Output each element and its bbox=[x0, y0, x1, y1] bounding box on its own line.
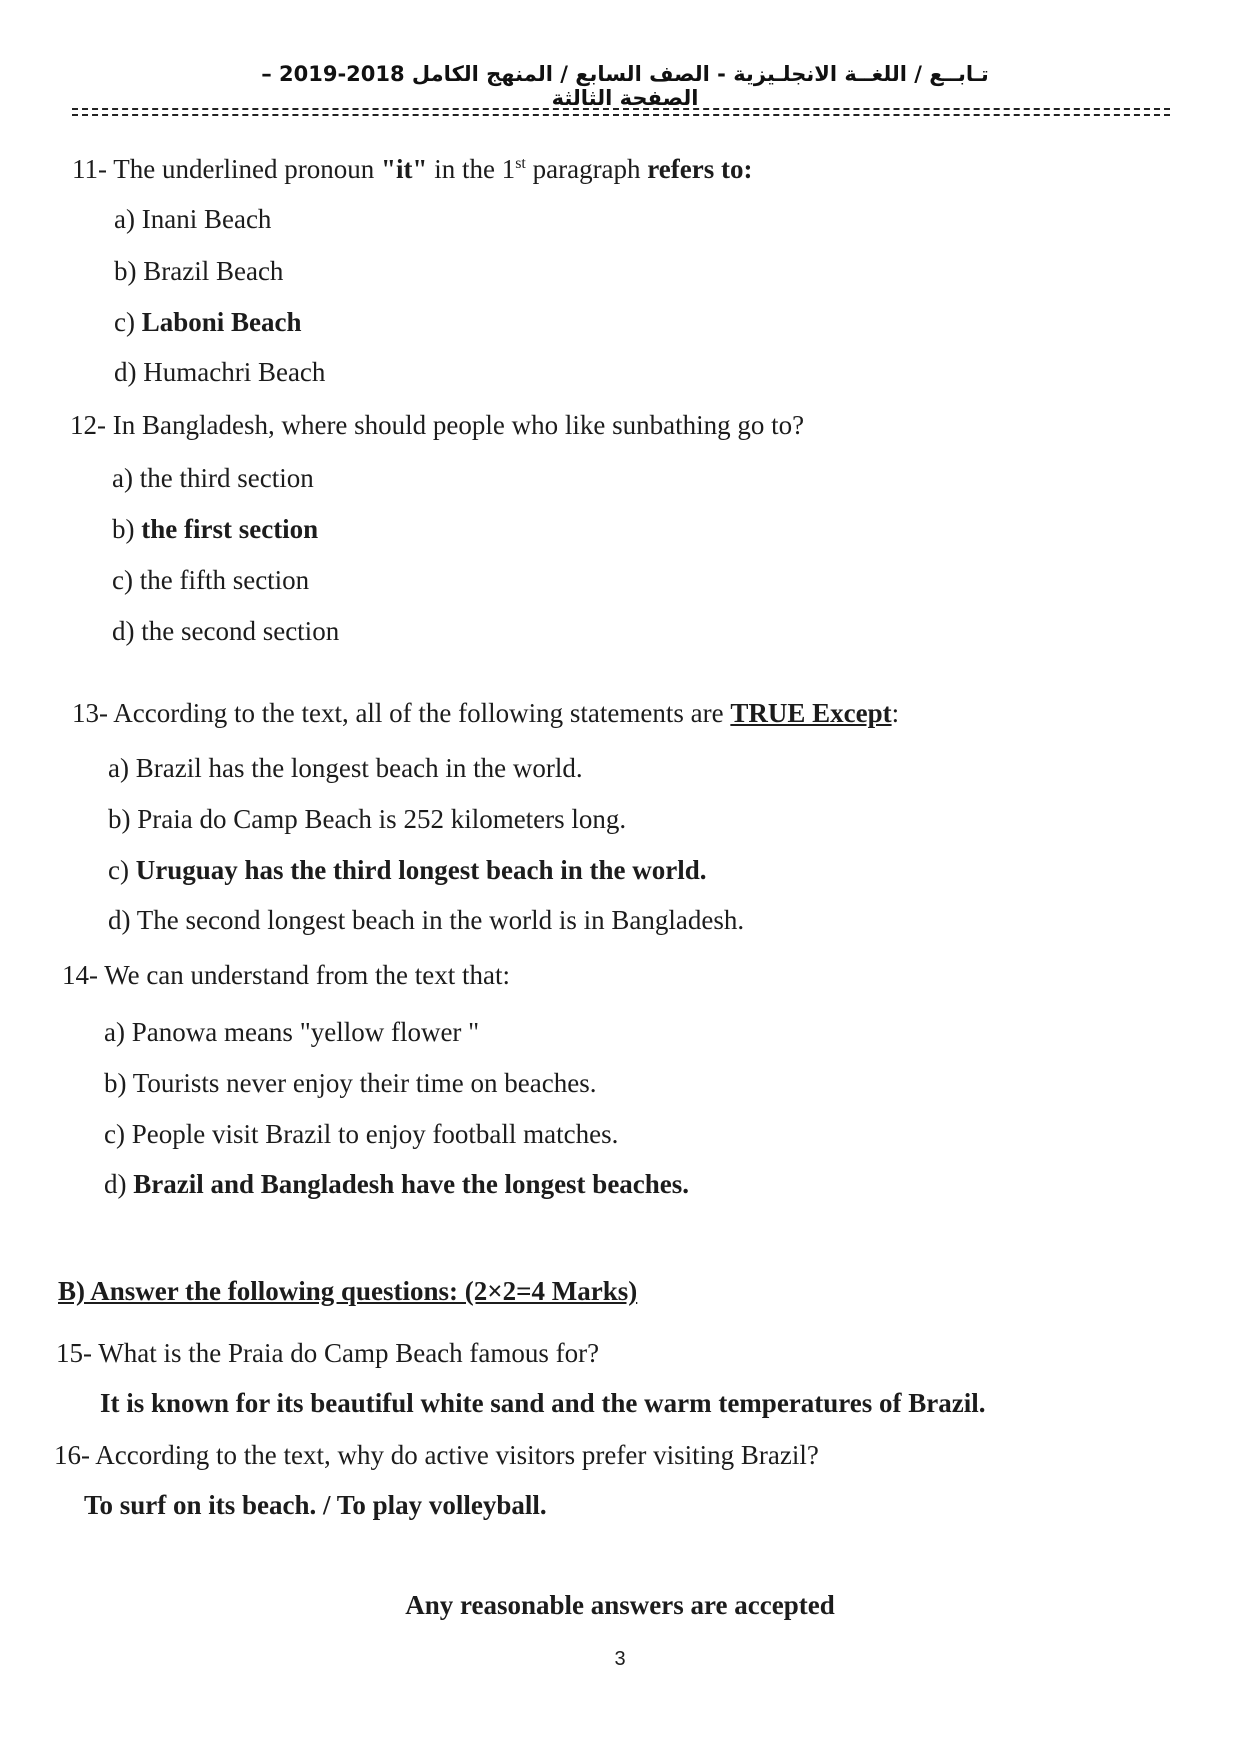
option-12a: a) the third section bbox=[112, 463, 314, 493]
question-text: in the 1 bbox=[427, 154, 516, 184]
question-number: 15- bbox=[56, 1338, 92, 1368]
answer-15: It is known for its beautiful white sand and the warm temperatures of Brazil. bbox=[100, 1388, 986, 1418]
answer-16: To surf on its beach. / To play volleyball. bbox=[84, 1490, 547, 1520]
option-14c: c) People visit Brazil to enjoy football matches. bbox=[104, 1119, 619, 1149]
question-number: 11- bbox=[72, 154, 107, 184]
question-text: In Bangladesh, where should people who like sunbathing go to? bbox=[112, 410, 805, 440]
question-number: 16- bbox=[54, 1440, 90, 1470]
question-emphasis: TRUE Except bbox=[730, 698, 892, 728]
option-14b: b) Tourists never enjoy their time on beaches. bbox=[104, 1068, 597, 1098]
question-text: According to the text, all of the following statements are bbox=[113, 698, 731, 728]
question-11 bbox=[72, 152, 752, 186]
option-11a: a) Inani Beach bbox=[114, 204, 272, 234]
page-number: 3 bbox=[614, 1648, 626, 1670]
page-header: تـابــع / اللغــة الانجلـيزية - الصف السابع / المنهج الكامل 2018-2019 – الصفحة الثالثة bbox=[261, 62, 989, 110]
option-11b: b) Brazil Beach bbox=[114, 256, 284, 286]
option-14a: a) Panowa means "yellow flower " bbox=[104, 1017, 480, 1047]
question-16 bbox=[54, 1438, 819, 1472]
question-number: 14- bbox=[62, 960, 98, 990]
option-13c-correct: c) Uruguay has the third longest beach in the world. bbox=[108, 855, 707, 885]
option-13b: b) Praia do Camp Beach is 252 kilometers long. bbox=[108, 804, 627, 834]
question-text-bold: "it" bbox=[380, 154, 428, 184]
header-divider bbox=[72, 108, 1170, 110]
question-text: paragraph bbox=[525, 154, 648, 184]
option-12c: c) the fifth section bbox=[112, 565, 310, 595]
option-11c-correct: c) Laboni Beach bbox=[114, 307, 302, 337]
option-11d: d) Humachri Beach bbox=[114, 357, 326, 387]
question-text: We can understand from the text that: bbox=[104, 960, 510, 990]
question-14 bbox=[62, 958, 510, 992]
question-text-bold: refers to: bbox=[647, 154, 753, 184]
question-12 bbox=[70, 408, 804, 442]
question-15 bbox=[56, 1336, 599, 1370]
question-text: The underlined pronoun bbox=[113, 154, 381, 184]
option-13a: a) Brazil has the longest beach in the world. bbox=[108, 753, 583, 783]
marking-note: Any reasonable answers are accepted bbox=[405, 1590, 835, 1620]
option-12b-correct: b) the first section bbox=[112, 514, 319, 544]
header-divider bbox=[72, 114, 1170, 116]
section-b-title: B) Answer the following questions: (2×2=4 Marks) bbox=[58, 1276, 638, 1306]
superscript: st bbox=[515, 155, 526, 172]
option-14d-correct: d) Brazil and Bangladesh have the longest beaches. bbox=[104, 1169, 690, 1199]
question-text: According to the text, why do active visitors prefer visiting Brazil? bbox=[95, 1440, 819, 1470]
question-13: 13- According to the text, all of the following statements are TRUE Except: bbox=[72, 698, 900, 728]
question-text: What is the Praia do Camp Beach famous for? bbox=[98, 1338, 600, 1368]
option-13d: d) The second longest beach in the world is in Bangladesh. bbox=[108, 905, 745, 935]
question-number: 12- bbox=[70, 410, 106, 440]
question-number: 13- bbox=[72, 698, 108, 728]
option-12d: d) the second section bbox=[112, 616, 340, 646]
